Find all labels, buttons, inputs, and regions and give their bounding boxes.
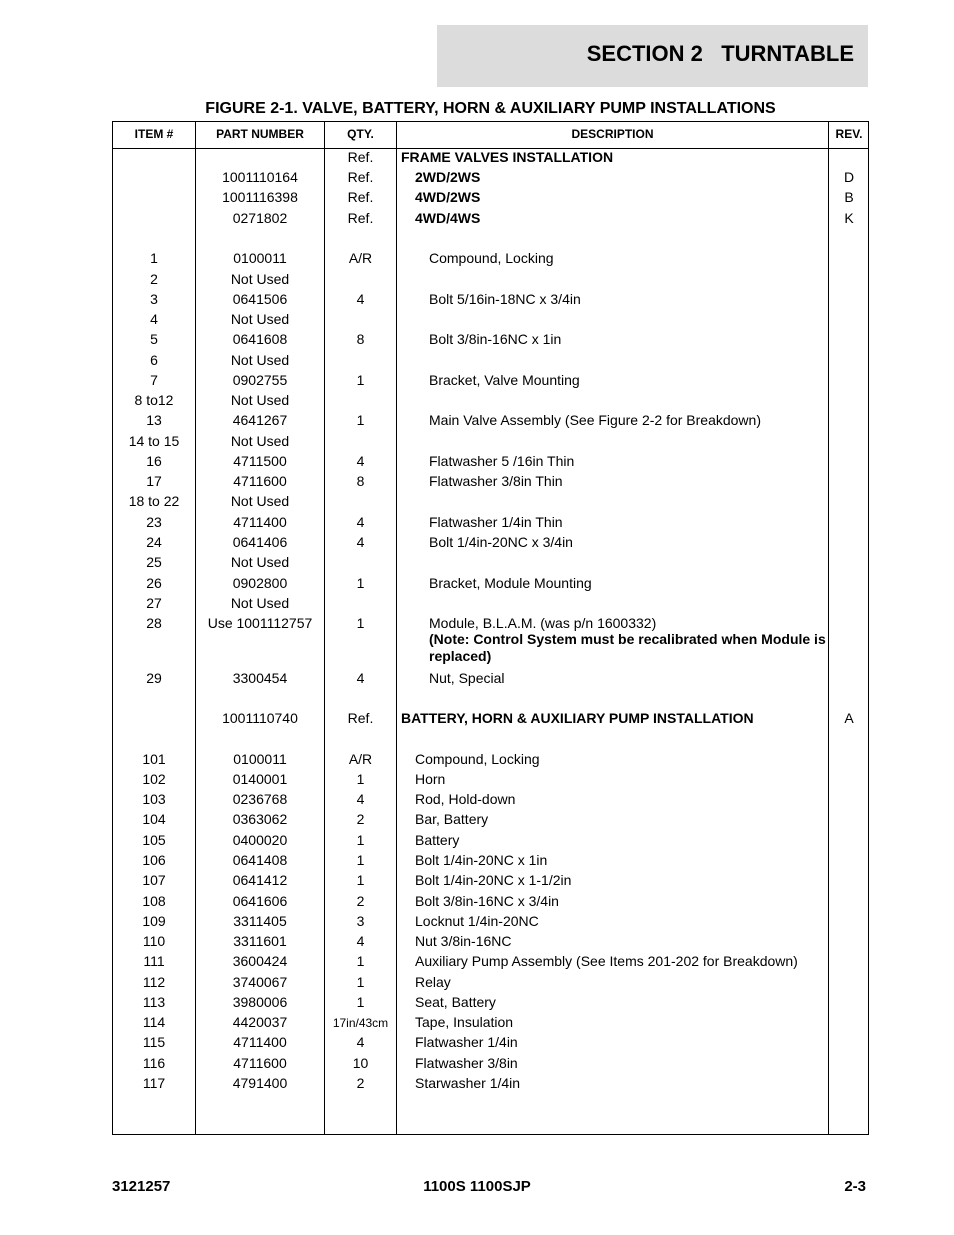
part-number-cell: 1001110164 — [222, 169, 298, 185]
section-title: SECTION 2 TURNTABLE — [586, 41, 854, 66]
description-cell: Bracket, Module Mounting — [429, 575, 592, 591]
item-cell: 107 — [142, 872, 166, 888]
qty-cell: 2 — [356, 811, 365, 827]
part-number-cell: 0641406 — [232, 534, 288, 550]
part-number-cell: Not Used — [230, 433, 290, 449]
part-number-cell: 3740067 — [232, 974, 288, 990]
part-number-cell: 0641606 — [232, 893, 288, 909]
part-number-cell: 0140001 — [232, 771, 288, 787]
column-header-part-number: PART NUMBER — [216, 127, 304, 141]
qty-cell: 2 — [356, 1075, 365, 1091]
description-cell: Auxiliary Pump Assembly (See Items 201-202 for Breakdown) — [415, 953, 798, 969]
qty-cell: 8 — [356, 473, 365, 489]
qty-cell: 4 — [356, 933, 365, 949]
item-cell: 101 — [142, 751, 166, 767]
qty-cell: 1 — [356, 832, 365, 848]
description-cell: 2WD/2WS — [415, 169, 481, 185]
footer-document-number: 3121257 — [112, 1178, 171, 1195]
qty-cell: 3 — [356, 913, 365, 929]
description-cell: Main Valve Assembly (See Figure 2-2 for Breakdown) — [429, 412, 761, 428]
part-number-cell: 4711600 — [233, 473, 287, 489]
figure-title: FIGURE 2-1. VALVE, BATTERY, HORN & AUXILIARY PUMP INSTALLATIONS — [205, 100, 776, 117]
qty-cell: 4 — [356, 534, 365, 550]
footer-page-number: 2-3 — [844, 1178, 866, 1195]
item-cell: 3 — [150, 291, 158, 307]
description-cell: Bolt 3/8in-16NC x 3/4in — [415, 893, 559, 909]
description-cell: Flatwasher 1/4in — [415, 1034, 518, 1050]
part-number-cell: Not Used — [230, 352, 290, 368]
item-cell: 105 — [142, 832, 166, 848]
part-number-cell: 0902755 — [232, 372, 288, 388]
item-cell: 4 — [150, 311, 158, 327]
qty-cell: 1 — [356, 994, 365, 1010]
description-cell: Relay — [415, 974, 451, 990]
qty-cell: 2 — [356, 893, 365, 909]
item-cell: 17 — [146, 473, 162, 489]
part-number-cell: Not Used — [230, 493, 290, 509]
item-cell: 115 — [142, 1034, 166, 1050]
description-cell: Flatwasher 1/4in Thin — [429, 514, 563, 530]
description-cell: 4WD/2WS — [415, 189, 481, 205]
part-number-cell: 3600424 — [232, 953, 288, 969]
description-cell: Bolt 5/16in-18NC x 3/4in — [429, 291, 581, 307]
description-cell: Bar, Battery — [415, 811, 489, 827]
part-number-cell: Use 1001112757 — [207, 615, 313, 631]
part-number-cell: 0271802 — [232, 210, 288, 226]
item-cell: 109 — [142, 913, 166, 929]
item-cell: 24 — [146, 534, 162, 550]
description-cell: Bolt 1/4in-20NC x 1-1/2in — [415, 872, 572, 888]
part-number-cell: 1001116398 — [222, 189, 298, 205]
item-cell: 25 — [146, 554, 162, 570]
part-number-cell: 0641506 — [232, 291, 288, 307]
item-cell: 16 — [146, 453, 162, 469]
qty-cell: Ref. — [347, 189, 374, 205]
description-cell: FRAME VALVES INSTALLATION — [401, 149, 614, 165]
part-number-cell: 3980006 — [232, 994, 288, 1010]
rev-cell: K — [844, 210, 854, 226]
item-cell: 13 — [146, 412, 162, 428]
rev-cell: D — [843, 169, 855, 185]
item-cell: 110 — [142, 933, 166, 949]
rev-cell: A — [844, 710, 854, 726]
qty-cell: 4 — [356, 453, 365, 469]
item-cell: 28 — [146, 615, 162, 631]
part-number-cell: Not Used — [230, 271, 290, 287]
part-number-cell: Not Used — [230, 311, 290, 327]
part-number-cell: 3300454 — [232, 670, 288, 686]
part-number-cell: 0236768 — [232, 791, 288, 807]
part-number-cell: 0400020 — [232, 832, 288, 848]
part-number-cell: 4711400 — [233, 514, 287, 530]
qty-cell: 4 — [356, 1034, 365, 1050]
rev-cell: B — [844, 189, 854, 205]
description-cell: Battery — [415, 832, 460, 848]
description-cell: Module, B.L.A.M. (was p/n 1600332) — [429, 615, 657, 631]
part-number-cell: 0641608 — [232, 331, 288, 347]
qty-cell: 10 — [352, 1055, 369, 1071]
qty-cell: A/R — [348, 250, 373, 266]
qty-cell: 1 — [356, 974, 365, 990]
part-number-cell: 0641412 — [232, 872, 288, 888]
part-number-cell: 0902800 — [232, 575, 288, 591]
item-cell: 8 to12 — [134, 392, 174, 408]
description-cell: Starwasher 1/4in — [415, 1075, 521, 1091]
part-number-cell: 0100011 — [233, 250, 287, 266]
part-number-cell: 4711600 — [233, 1055, 287, 1071]
item-cell: 113 — [142, 994, 166, 1010]
qty-cell: 1 — [356, 771, 365, 787]
part-number-cell: 0641408 — [232, 852, 288, 868]
qty-cell: Ref. — [347, 149, 374, 165]
description-cell: Bolt 3/8in-16NC x 1in — [429, 331, 562, 347]
qty-cell: 1 — [356, 953, 365, 969]
description-cell: Horn — [415, 771, 446, 787]
qty-cell: 1 — [356, 412, 365, 428]
qty-cell: 1 — [356, 372, 365, 388]
qty-cell: 1 — [356, 852, 365, 868]
description-cell: Nut, Special — [429, 670, 505, 686]
qty-cell: 17in/43cm — [332, 1016, 389, 1030]
parts-table — [112, 121, 869, 1135]
part-number-cell: 0363062 — [232, 811, 288, 827]
part-number-cell: 4711400 — [233, 1034, 287, 1050]
qty-cell: 4 — [356, 670, 365, 686]
item-cell: 111 — [143, 953, 165, 969]
description-cell: Flatwasher 3/8in Thin — [429, 473, 563, 489]
qty-cell: Ref. — [347, 169, 374, 185]
item-cell: 14 to 15 — [128, 433, 180, 449]
item-cell: 2 — [150, 271, 158, 287]
description-cell: Flatwasher 5 /16in Thin — [429, 453, 575, 469]
part-number-cell: 4420037 — [232, 1014, 288, 1030]
column-divider — [396, 122, 397, 1134]
qty-cell: 4 — [356, 514, 365, 530]
item-cell: 108 — [142, 893, 166, 909]
part-number-cell: 1001110740 — [222, 710, 298, 726]
description-cell: 4WD/4WS — [415, 210, 481, 226]
qty-cell: 4 — [356, 291, 365, 307]
item-cell: 5 — [150, 331, 158, 347]
item-cell: 103 — [142, 791, 166, 807]
qty-cell: 1 — [356, 575, 365, 591]
part-number-cell: 4791400 — [232, 1075, 288, 1091]
description-cell: Tape, Insulation — [415, 1014, 514, 1030]
description-cell: Compound, Locking — [415, 751, 540, 767]
qty-cell: A/R — [348, 751, 373, 767]
description-cell: Locknut 1/4in-20NC — [415, 913, 539, 929]
description-cell: Flatwasher 3/8in — [415, 1055, 518, 1071]
description-cell: Rod, Hold-down — [415, 791, 516, 807]
item-cell: 18 to 22 — [128, 493, 180, 509]
item-cell: 106 — [142, 852, 166, 868]
qty-cell: 1 — [356, 872, 365, 888]
part-number-cell: 3311405 — [233, 913, 287, 929]
part-number-cell: Not Used — [230, 392, 290, 408]
qty-cell: 1 — [356, 615, 365, 631]
column-header-description: DESCRIPTION — [571, 127, 654, 141]
part-number-cell: Not Used — [230, 595, 290, 611]
qty-cell: 8 — [356, 331, 365, 347]
module-note: (Note: Control System must be recalibrated when Module is replaced) — [429, 631, 826, 664]
part-number-cell: 4641267 — [232, 412, 288, 428]
item-cell: 116 — [142, 1055, 166, 1071]
description-cell: Bolt 1/4in-20NC x 3/4in — [429, 534, 573, 550]
item-cell: 27 — [146, 595, 162, 611]
item-cell: 104 — [142, 811, 166, 827]
item-cell: 29 — [146, 670, 162, 686]
section-header — [437, 25, 868, 87]
item-cell: 6 — [150, 352, 158, 368]
column-header-rev: REV. — [835, 127, 863, 141]
footer-model: 1100S 1100SJP — [423, 1178, 531, 1195]
column-header-qty: QTY. — [347, 127, 374, 141]
column-header-item: ITEM # — [134, 127, 174, 141]
part-number-cell: 0100011 — [233, 751, 287, 767]
item-cell: 23 — [146, 514, 162, 530]
item-cell: 114 — [142, 1014, 166, 1030]
part-number-cell: 4711500 — [233, 453, 287, 469]
description-cell: BATTERY, HORN & AUXILIARY PUMP INSTALLATION — [401, 710, 754, 726]
item-cell: 26 — [146, 575, 162, 591]
qty-cell: Ref. — [347, 710, 374, 726]
item-cell: 102 — [142, 771, 166, 787]
qty-cell: Ref. — [347, 210, 374, 226]
description-cell: Seat, Battery — [415, 994, 496, 1010]
description-cell: Bolt 1/4in-20NC x 1in — [415, 852, 548, 868]
item-cell: 112 — [142, 974, 166, 990]
part-number-cell: 3311601 — [233, 933, 287, 949]
description-cell: Bracket, Valve Mounting — [429, 372, 580, 388]
item-cell: 1 — [150, 250, 158, 266]
description-cell: Compound, Locking — [429, 250, 554, 266]
description-cell: Nut 3/8in-16NC — [415, 933, 512, 949]
qty-cell: 4 — [356, 791, 365, 807]
item-cell: 117 — [142, 1075, 166, 1091]
item-cell: 7 — [150, 372, 158, 388]
part-number-cell: Not Used — [230, 554, 290, 570]
